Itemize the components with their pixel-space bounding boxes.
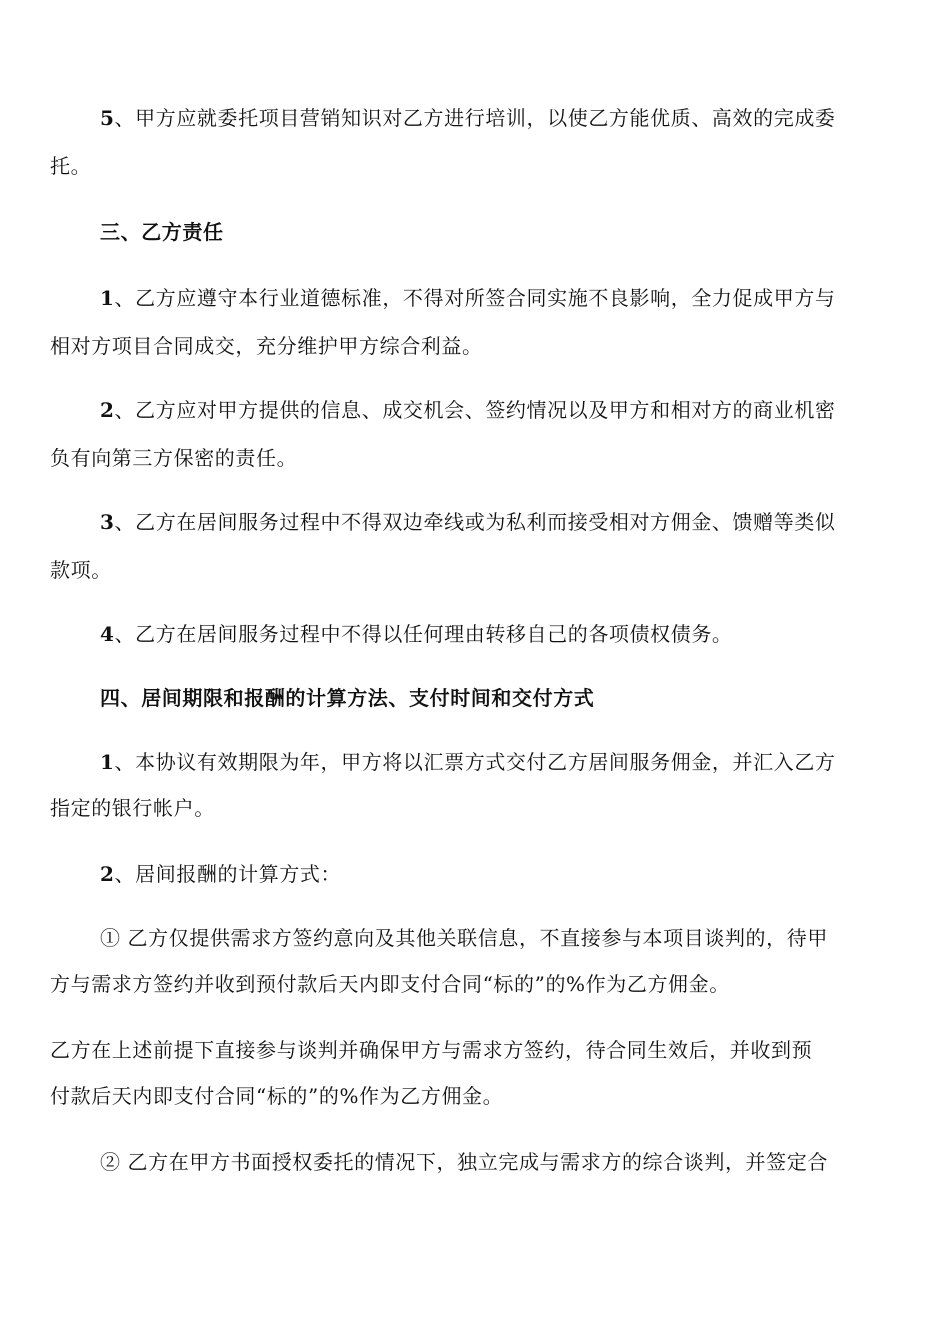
clause-text: 相对方项目合同成交，充分维护甲方综合利益。 (50, 334, 483, 358)
clause-5-line-1 (100, 104, 836, 132)
clause-2-line-1 (100, 396, 836, 424)
item-text: ② 乙方在甲方书面授权委托的情况下，独立完成与需求方的综合谈判，并签定合 (100, 1150, 828, 1174)
item-1-line-1 (100, 924, 828, 952)
clause-text: 托。 (50, 154, 92, 178)
clause-1-line-2 (50, 332, 483, 360)
clause-number: 5 (100, 106, 115, 130)
clause-4-1-line-1 (100, 748, 836, 776)
paragraph-text: 付款后天内即支付合同“标的”的%作为乙方佣金。 (50, 1084, 504, 1108)
clause-number: 4 (100, 622, 115, 646)
item-1-line-2 (50, 970, 730, 998)
clause-2-line-2 (50, 444, 297, 472)
clause-text: 、乙方应对甲方提供的信息、成交机会、签约情况以及甲方和相对方的商业机密 (114, 398, 836, 422)
section-heading-4: 四、居间期限和报酬的计算方法、支付时间和交付方式 (100, 686, 595, 710)
clause-text: 、居间报酬的计算方式： (114, 862, 342, 886)
plain-paragraph-line-2 (50, 1082, 503, 1110)
clause-4-1-line-2 (50, 794, 215, 822)
clause-4-2-line-1 (100, 860, 341, 888)
section-heading-3: 三、乙方责任 (100, 220, 224, 244)
clause-text: 指定的银行帐户。 (50, 796, 215, 820)
clause-text: 、甲方应就委托项目营销知识对乙方进行培训，以使乙方能优质、高效的完成委 (114, 106, 836, 130)
clause-number: 3 (100, 510, 115, 534)
clause-number: 2 (100, 398, 115, 422)
item-2-line-1 (100, 1148, 828, 1176)
clause-text: 、乙方应遵守本行业道德标准，不得对所签合同实施不良影响，全力促成甲方与 (114, 286, 836, 310)
clause-text: 负有向第三方保密的责任。 (50, 446, 298, 470)
item-text: ① 乙方仅提供需求方签约意向及其他关联信息，不直接参与本项目谈判的，待甲 (100, 926, 828, 950)
paragraph-text: 乙方在上述前提下直接参与谈判并确保甲方与需求方签约，待合同生效后，并收到预 (50, 1038, 813, 1062)
clause-1-line-1 (100, 284, 836, 312)
clause-number: 2 (100, 862, 115, 886)
clause-text: 、乙方在居间服务过程中不得双边牵线或为私利而接受相对方佣金、馈赠等类似 (114, 510, 836, 534)
clause-4-line-1 (100, 620, 733, 648)
clause-text: 款项。 (50, 558, 112, 582)
clause-number: 1 (100, 750, 115, 774)
item-text: 方与需求方签约并收到预付款后天内即支付合同“标的”的%作为乙方佣金。 (50, 972, 730, 996)
clause-number: 1 (100, 286, 115, 310)
plain-paragraph-line-1 (50, 1036, 812, 1064)
clause-text: 、乙方在居间服务过程中不得以任何理由转移自己的各项债权债务。 (114, 622, 733, 646)
clause-3-line-1 (100, 508, 836, 536)
clause-3-line-2 (50, 556, 112, 584)
clause-text: 、本协议有效期限为年，甲方将以汇票方式交付乙方居间服务佣金，并汇入乙方 (114, 750, 836, 774)
clause-5-line-2 (50, 152, 91, 180)
